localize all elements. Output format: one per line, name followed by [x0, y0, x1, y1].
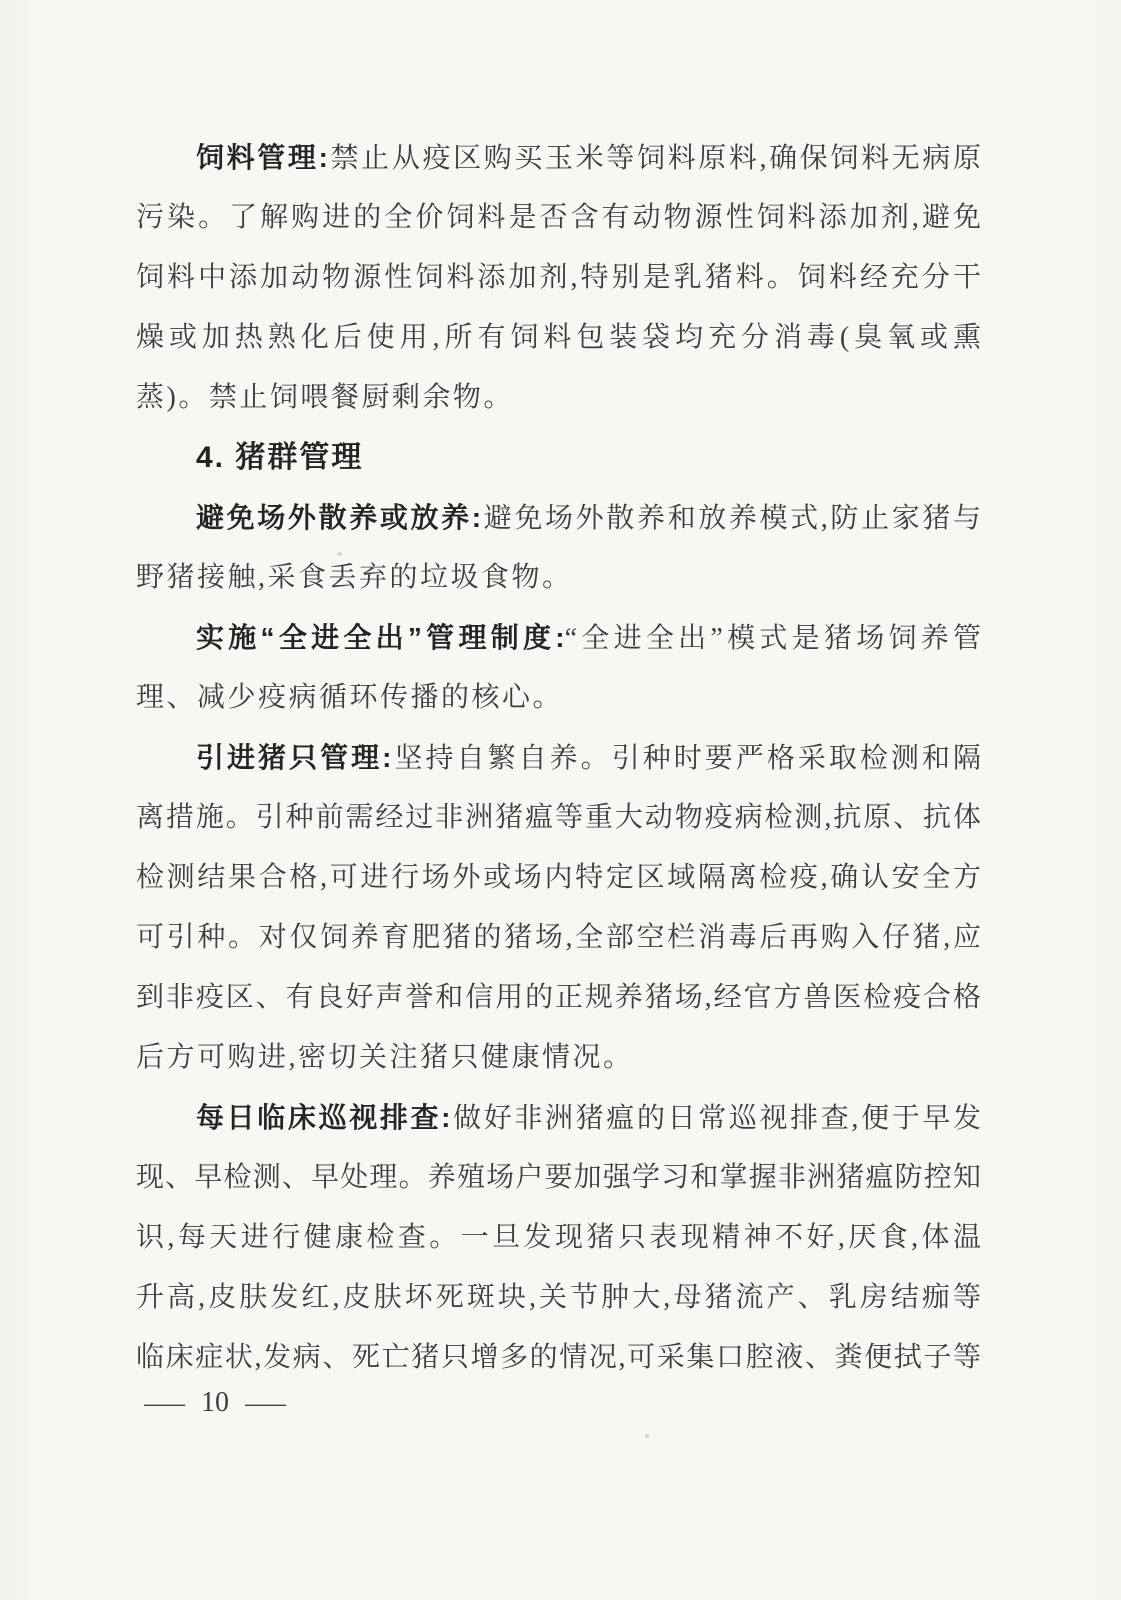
text-line [136, 248, 981, 308]
paragraph-last-line [136, 1028, 981, 1088]
line-text: 坚持自繁自养。引种时要严格采取检测和隔 [391, 743, 981, 774]
text-line [136, 188, 981, 248]
line-text: 污染。了解购进的全价饲料是否含有动物源性饲料添加剂,避免 [136, 202, 981, 233]
line-text: 到非疫区、有良好声誉和信用的正规养猪场,经官方兽医检疫合格 [136, 982, 981, 1013]
heading-text: 4. 猪群管理 [196, 441, 364, 474]
document-text-block [136, 128, 981, 1388]
line-text: 禁止从疫区购买玉米等饲料原料,确保饲料无病原 [327, 143, 981, 174]
line-text: 理、减少疫病循环传播的核心。 [136, 682, 564, 713]
line-text: 后方可购进,密切关注猪只健康情况。 [136, 1042, 634, 1073]
line-text: 可引种。对仅饲养育肥猪的猪场,全部空栏消毒后再购入仔猪,应 [136, 922, 981, 953]
bold-lead-all-in-all-out: 实施“全进全出”管理制度: [196, 622, 565, 653]
bold-lead-pig-introduction: 引进猪只管理: [196, 742, 392, 773]
text-line [136, 1148, 981, 1208]
line-text: 做好非洲猪瘟的日常巡视排查,便于早发 [450, 1103, 981, 1134]
paragraph-last-line [136, 368, 981, 428]
bold-lead-feed-management: 饲料管理: [196, 142, 328, 173]
line-text: 识,每天进行健康检查。一旦发现猪只表现精神不好,厌食,体温 [136, 1222, 981, 1253]
footer-dash-right: — [245, 1386, 286, 1419]
paragraph-first-line [136, 728, 981, 788]
line-text: 避免场外散养和放养模式,防止家猪与 [481, 503, 981, 534]
paragraph-first-line [136, 608, 981, 668]
bold-lead-daily-clinical-inspection: 每日临床巡视排查: [196, 1102, 451, 1133]
line-text: 升高,皮肤发红,皮肤坏死斑块,关节肿大,母猪流产、乳房结痂等 [136, 1282, 981, 1313]
paragraph-first-line [136, 1088, 981, 1148]
line-text: 离措施。引种前需经过非洲猪瘟等重大动物疫病检测,抗原、抗体 [136, 802, 981, 833]
line-text: 野猪接触,采食丢弃的垃圾食物。 [136, 562, 573, 593]
text-line [136, 788, 981, 848]
paragraph-last-line [136, 548, 981, 608]
scan-speck [337, 552, 342, 556]
line-text: “全进全出”模式是猪场饲养管 [564, 623, 982, 654]
paragraph-first-line [136, 128, 981, 188]
text-line [136, 908, 981, 968]
text-line [136, 848, 981, 908]
line-text: 检测结果合格,可进行场外或场内特定区域隔离检疫,确认安全方 [136, 862, 981, 893]
text-line [136, 1268, 981, 1328]
line-text: 临床症状,发病、死亡猪只增多的情况,可采集口腔液、粪便拭子等 [136, 1342, 981, 1373]
line-text: 蒸)。禁止饲喂餐厨剩余物。 [136, 382, 514, 413]
line-text: 饲料中添加动物源性饲料添加剂,特别是乳猪料。饲料经充分干 [136, 262, 981, 293]
line-text: 燥或加热熟化后使用,所有饲料包装袋均充分消毒(臭氧或熏 [136, 322, 981, 353]
paragraph-first-line [136, 488, 981, 548]
paragraph-last-line [136, 668, 981, 728]
footer-dash-left: — [144, 1386, 185, 1419]
bold-lead-avoid-free-range: 避免场外散养或放养: [196, 502, 482, 533]
page-number: 10 [201, 1387, 229, 1418]
line-text: 现、早检测、早处理。养殖场户要加强学习和掌握非洲猪瘟防控知 [136, 1162, 981, 1193]
scan-speck [645, 1434, 649, 1438]
text-line [136, 968, 981, 1028]
scan-speck [628, 925, 631, 928]
page-number-footer [144, 1382, 286, 1424]
text-line [136, 308, 981, 368]
section-heading-pig-herd-management [136, 428, 981, 488]
text-line [136, 1328, 981, 1388]
text-line [136, 1208, 981, 1268]
